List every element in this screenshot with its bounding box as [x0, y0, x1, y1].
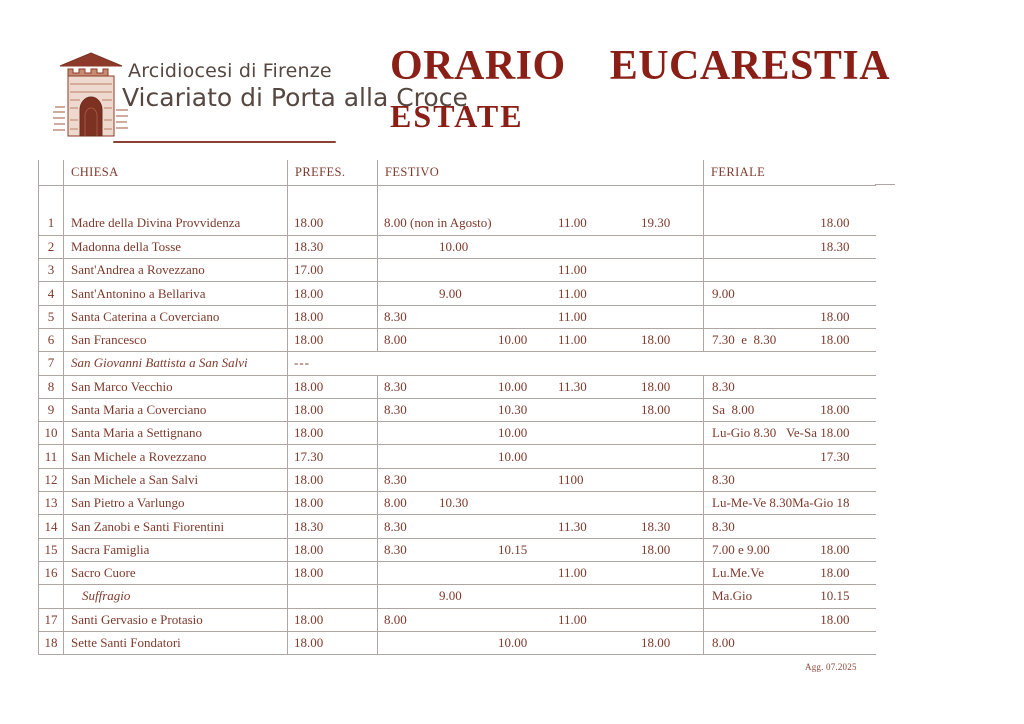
festive-time: 10.00: [498, 448, 528, 464]
church-name: Santa Maria a Coverciano: [64, 398, 288, 421]
ferial-times: [704, 212, 876, 235]
prefestive-time: 18.00: [288, 305, 378, 328]
table-row: [39, 282, 876, 305]
festive-time: 9.00: [439, 285, 462, 301]
header-number: [39, 160, 64, 185]
prefestive-time: 18.00: [288, 468, 378, 491]
table-row: [39, 561, 876, 584]
church-name: San Francesco: [64, 328, 288, 351]
festive-times: [378, 235, 704, 258]
festive-times: [378, 561, 704, 584]
ferial-time: 18.00: [820, 541, 850, 557]
church-name: Sant'Antonino a Bellariva: [64, 282, 288, 305]
festive-time: 9.00: [439, 588, 462, 604]
ferial-time: 10.15: [820, 588, 850, 604]
festive-time: 8.30: [384, 471, 407, 487]
festive-time: 8.00 (non in Agosto): [384, 215, 492, 231]
spacer-row: [39, 185, 876, 212]
row-number: 17: [39, 608, 64, 631]
mass-schedule-table: [38, 160, 876, 655]
church-name: Santi Gervasio e Protasio: [64, 608, 288, 631]
festive-time: 8.30: [384, 402, 407, 418]
festive-time: 11.00: [558, 215, 587, 231]
ferial-time: 18.00: [820, 611, 850, 627]
row-number: 3: [39, 259, 64, 282]
festive-times: [378, 328, 704, 351]
row-number: 11: [39, 445, 64, 468]
prefestive-time: 18.30: [288, 515, 378, 538]
festive-time: 1100: [558, 471, 584, 487]
festive-time: 11.30: [558, 518, 587, 534]
festive-time: 8.30: [384, 378, 407, 394]
church-name: San Giovanni Battista a San Salvi: [64, 352, 288, 375]
page-subtitle: ESTATE: [390, 98, 524, 134]
festive-times: [378, 585, 704, 608]
church-name: Madre della Divina Provvidenza: [64, 212, 288, 235]
ferial-time: 8.30: [712, 518, 735, 534]
spacer-cell: [378, 185, 704, 212]
table-row: [39, 422, 876, 445]
row-number: 8: [39, 375, 64, 398]
festive-times: [378, 259, 704, 282]
festive-times: [378, 445, 704, 468]
spacer-cell: [39, 185, 64, 212]
church-name: San Marco Vecchio: [64, 375, 288, 398]
festive-time: 10.15: [498, 541, 528, 557]
prefestive-time: 17.30: [288, 445, 378, 468]
ferial-times: [704, 422, 876, 445]
ferial-time: 7.30 e 8.30: [712, 332, 777, 348]
church-name: San Pietro a Varlungo: [64, 492, 288, 515]
prefestive-time: 18.00: [288, 631, 378, 654]
ferial-times: [704, 398, 876, 421]
festive-time: 11.00: [558, 285, 587, 301]
spacer-cell: [288, 185, 378, 212]
ferial-time: 18.00: [820, 332, 850, 348]
header-festivo: FESTIVO: [378, 160, 704, 185]
festive-time: 18.30: [641, 518, 671, 534]
row-number: 12: [39, 468, 64, 491]
header-underline-extension: [875, 184, 895, 185]
festive-time: 8.00: [384, 332, 407, 348]
festive-times: [378, 538, 704, 561]
ferial-time: 18.30: [820, 238, 850, 254]
row-number: [39, 585, 64, 608]
festive-time: 10.00: [498, 332, 528, 348]
festive-time: 11.30: [558, 378, 587, 394]
table-row: [39, 352, 876, 375]
ferial-time: Lu-Me-Ve 8.30: [712, 495, 793, 511]
ferial-time: Sa 8.00: [712, 402, 755, 418]
prefestive-time: 18.00: [288, 608, 378, 631]
header-prefes: PREFES.: [288, 160, 378, 185]
church-name: San Zanobi e Santi Fiorentini: [64, 515, 288, 538]
row-number: 5: [39, 305, 64, 328]
prefestive-time: 18.00: [288, 398, 378, 421]
festive-time: 18.00: [641, 541, 671, 557]
diocese-logo-text: [122, 60, 468, 112]
row-number: 7: [39, 352, 64, 375]
merged-empty-cell: ---: [288, 352, 876, 375]
ferial-times: [704, 608, 876, 631]
prefestive-time: 18.00: [288, 282, 378, 305]
festive-time: 11.00: [558, 611, 587, 627]
ferial-time: 8.30: [712, 378, 735, 394]
ferial-times: [704, 631, 876, 654]
ferial-times: [704, 538, 876, 561]
prefestive-time: 18.00: [288, 212, 378, 235]
ferial-time: Ma.Gio: [712, 588, 753, 604]
table-row: [39, 608, 876, 631]
prefestive-time: 18.00: [288, 538, 378, 561]
ferial-times: [704, 259, 876, 282]
table-row: [39, 538, 876, 561]
church-name: Sacra Famiglia: [64, 538, 288, 561]
diocese-name: Arcidiocesi di Firenze: [128, 60, 332, 82]
ferial-time: 7.00 e 9.00: [712, 541, 770, 557]
table-row: [39, 235, 876, 258]
festive-times: [378, 608, 704, 631]
table-row: [39, 468, 876, 491]
festive-time: 10.00: [439, 238, 469, 254]
festive-time: 19.30: [641, 215, 671, 231]
festive-time: 8.30: [384, 308, 407, 324]
table-row: [39, 305, 876, 328]
row-number: 9: [39, 398, 64, 421]
festive-time: 11.00: [558, 565, 587, 581]
ferial-times: [704, 515, 876, 538]
festive-times: [378, 468, 704, 491]
prefestive-time: [288, 585, 378, 608]
festive-times: [378, 631, 704, 654]
ferial-times: [704, 328, 876, 351]
ferial-time: Ma-Gio 18: [792, 495, 850, 511]
prefestive-time: 18.00: [288, 492, 378, 515]
ferial-times: [704, 585, 876, 608]
festive-time: 8.30: [384, 541, 407, 557]
table-row: [39, 445, 876, 468]
festive-times: [378, 375, 704, 398]
prefestive-time: 18.30: [288, 235, 378, 258]
row-number: 18: [39, 631, 64, 654]
table-row: [39, 492, 876, 515]
church-name: Santa Caterina a Coverciano: [64, 305, 288, 328]
row-number: 10: [39, 422, 64, 445]
page-title: [390, 42, 890, 90]
ferial-time: Lu-Gio 8.30: [712, 425, 777, 441]
ferial-time: 8.30: [712, 471, 735, 487]
festive-times: [378, 398, 704, 421]
porta-alla-croce-gate-icon: [52, 50, 130, 142]
spacer-cell: [64, 185, 288, 212]
header-feriale: FERIALE: [704, 160, 876, 185]
ferial-times: [704, 445, 876, 468]
festive-time: 11.00: [558, 332, 587, 348]
festive-time: 18.00: [641, 634, 671, 650]
church-name: Sant'Andrea a Rovezzano: [64, 259, 288, 282]
update-date: Agg. 07.2025: [805, 662, 857, 672]
prefestive-time: 18.00: [288, 328, 378, 351]
row-number: 14: [39, 515, 64, 538]
festive-time: 10.30: [439, 495, 469, 511]
table-row: [39, 375, 876, 398]
row-number: 1: [39, 212, 64, 235]
festive-time: 10.00: [498, 425, 528, 441]
church-name: Madonna della Tosse: [64, 235, 288, 258]
festive-time: 10.30: [498, 402, 528, 418]
festive-times: [378, 515, 704, 538]
festive-time: 8.00: [384, 611, 407, 627]
ferial-time: 8.00: [712, 634, 735, 650]
prefestive-time: 18.00: [288, 375, 378, 398]
festive-times: [378, 305, 704, 328]
church-name: Sette Santi Fondatori: [64, 631, 288, 654]
ferial-time: 18.00: [820, 308, 850, 324]
table-row: [39, 515, 876, 538]
ferial-time: 18.00: [820, 402, 850, 418]
logo-underline: [113, 141, 336, 143]
row-number: 15: [39, 538, 64, 561]
row-number: 6: [39, 328, 64, 351]
title-word-eucarestia: EUCARESTIA: [609, 43, 891, 89]
festive-time: 8.00: [384, 495, 407, 511]
church-name: Sacro Cuore: [64, 561, 288, 584]
church-name: San Michele a San Salvi: [64, 468, 288, 491]
row-number: 4: [39, 282, 64, 305]
festive-time: 11.00: [558, 262, 587, 278]
row-number: 16: [39, 561, 64, 584]
row-number: 13: [39, 492, 64, 515]
table-row: [39, 212, 876, 235]
spacer-cell: [704, 185, 876, 212]
ferial-times: [704, 492, 876, 515]
festive-time: 10.00: [498, 634, 528, 650]
table-row: [39, 631, 876, 654]
festive-times: [378, 422, 704, 445]
festive-time: 18.00: [641, 402, 671, 418]
festive-times: [378, 492, 704, 515]
church-name: San Michele a Rovezzano: [64, 445, 288, 468]
ferial-times: [704, 561, 876, 584]
festive-time: 18.00: [641, 332, 671, 348]
ferial-time: 17.30: [820, 448, 850, 464]
ferial-time: 18.00: [820, 565, 850, 581]
prefestive-time: 17.00: [288, 259, 378, 282]
festive-times: [378, 282, 704, 305]
row-number: 2: [39, 235, 64, 258]
ferial-times: [704, 468, 876, 491]
church-name: Santa Maria a Settignano: [64, 422, 288, 445]
festive-times: [378, 212, 704, 235]
ferial-time: Ve-Sa 18.00: [785, 425, 850, 441]
festive-time: 18.00: [641, 378, 671, 394]
prefestive-time: 18.00: [288, 422, 378, 445]
ferial-times: [704, 305, 876, 328]
ferial-times: [704, 235, 876, 258]
table-row: [39, 398, 876, 421]
ferial-times: [704, 375, 876, 398]
table-row: [39, 259, 876, 282]
festive-time: 8.30: [384, 518, 407, 534]
title-word-orario: ORARIO: [390, 43, 566, 89]
ferial-time: 18.00: [820, 215, 850, 231]
table-row: [39, 328, 876, 351]
table-header-row: [39, 160, 876, 185]
table-body: [39, 212, 876, 655]
ferial-time: 9.00: [712, 285, 735, 301]
header-chiesa: CHIESA: [64, 160, 288, 185]
table-row: [39, 585, 876, 608]
ferial-times: [704, 282, 876, 305]
church-name: Suffragio: [64, 585, 288, 608]
prefestive-time: 18.00: [288, 561, 378, 584]
ferial-time: Lu.Me.Ve: [712, 565, 764, 581]
vicariate-name: Vicariato di Porta alla Croce: [122, 82, 468, 112]
festive-time: 10.00: [498, 378, 528, 394]
festive-time: 11.00: [558, 308, 587, 324]
